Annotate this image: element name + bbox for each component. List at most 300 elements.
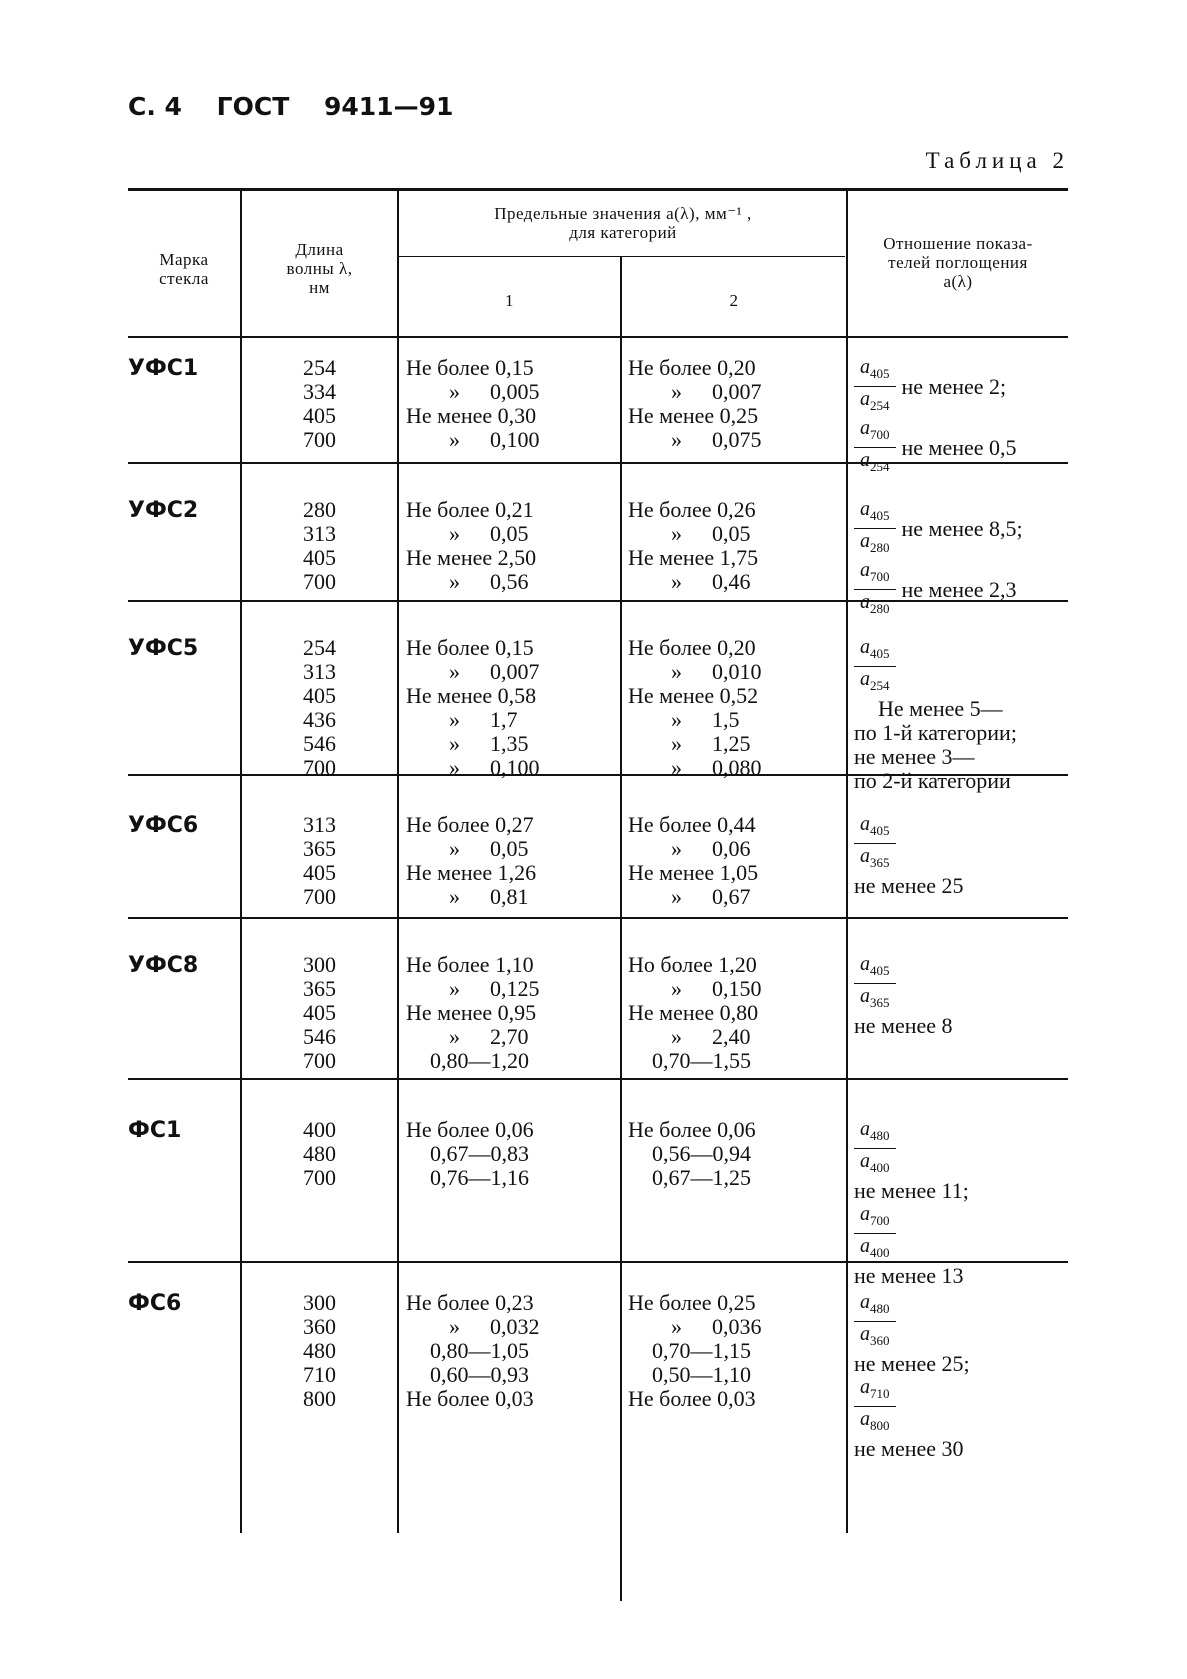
limit-text: Не менее 0,25 xyxy=(628,403,759,428)
wavelength-cell xyxy=(242,636,397,780)
absorption-ratio-fraction xyxy=(854,417,1068,478)
subscript-wavelength: 254 xyxy=(870,678,890,693)
fraction xyxy=(854,356,896,417)
limit-line xyxy=(406,570,616,594)
limit-value: 1,35 xyxy=(490,731,529,756)
limit-text: Не менее 0,58 xyxy=(406,683,537,708)
category-1-cell xyxy=(406,1118,616,1190)
limit-line xyxy=(628,1363,843,1387)
fraction xyxy=(854,559,896,620)
limit-text: Не менее 1,05 xyxy=(628,860,759,885)
absorption-ratio-fraction xyxy=(854,1376,1068,1437)
fraction xyxy=(854,953,896,1014)
limit-line xyxy=(628,885,843,909)
ratio-condition-text: по 1-й категории; xyxy=(854,720,1017,745)
wavelength-value: 300 xyxy=(303,1290,336,1315)
standard-label: ГОСТ xyxy=(216,92,290,121)
limit-line xyxy=(628,1315,843,1339)
glass-mark: УФС6 xyxy=(128,813,199,838)
fraction xyxy=(854,417,896,478)
limit-text: Не более 0,21 xyxy=(406,497,534,522)
limit-range: 0,80—1,20 xyxy=(430,1048,529,1073)
limit-text: Не более 0,15 xyxy=(406,355,534,380)
ratio-condition: не менее 2,3 xyxy=(901,576,1017,602)
limit-line xyxy=(406,1291,616,1315)
wavelength-value: 700 xyxy=(303,884,336,909)
limit-line xyxy=(628,708,843,732)
absorption-ratio-fraction xyxy=(854,953,1068,1014)
limit-line xyxy=(406,356,616,380)
limit-value: 0,67 xyxy=(712,884,751,909)
wavelength-cell xyxy=(242,356,397,452)
ditto-mark: » xyxy=(449,707,460,732)
limit-value: 0,125 xyxy=(490,976,540,1001)
limit-line xyxy=(628,813,843,837)
absorption-ratio-fraction xyxy=(854,1291,1068,1352)
fraction-numerator: $a_{480}$ xyxy=(854,1118,896,1149)
header-absorption-ratio: Отношение показа- телей поглощения a(λ) xyxy=(883,234,1033,291)
ratio-condition-text: не менее 8 xyxy=(854,1013,953,1038)
limit-line xyxy=(406,732,616,756)
ratio-condition-text: не менее 25 xyxy=(854,873,964,898)
ditto-mark: » xyxy=(671,731,682,756)
limit-range: 0,80—1,05 xyxy=(430,1338,529,1363)
limit-line xyxy=(628,1387,843,1411)
limit-line xyxy=(406,1025,616,1049)
limit-line xyxy=(406,1315,616,1339)
subscript-wavelength: 400 xyxy=(870,1160,890,1175)
limit-line xyxy=(628,953,843,977)
wavelength-value: 405 xyxy=(303,1000,336,1025)
wavelength-value: 365 xyxy=(303,836,336,861)
glass-mark: УФС2 xyxy=(128,498,199,523)
fraction-numerator: $a_{700}$ xyxy=(854,1203,896,1234)
fraction-denominator: $a_{365}$ xyxy=(860,845,890,870)
wavelength-value: 405 xyxy=(303,545,336,570)
category-1-cell xyxy=(406,813,616,909)
ditto-mark: » xyxy=(449,884,460,909)
limit-line xyxy=(628,1025,843,1049)
wavelength-value: 360 xyxy=(303,1314,336,1339)
fraction-numerator: $a_{405}$ xyxy=(854,813,896,844)
limit-text: Не более 0,06 xyxy=(406,1117,534,1142)
limit-line xyxy=(628,1049,843,1073)
limit-line xyxy=(628,356,843,380)
category-2-cell xyxy=(628,498,843,594)
category-2-cell xyxy=(628,813,843,909)
subscript-wavelength: 254 xyxy=(870,398,890,413)
ditto-mark: » xyxy=(671,884,682,909)
limit-value: 2,40 xyxy=(712,1024,751,1049)
subscript-wavelength: 400 xyxy=(870,1245,890,1260)
ratio-condition-text: не менее 11; xyxy=(854,1178,969,1203)
ditto-mark: » xyxy=(449,755,460,780)
limit-line xyxy=(406,885,616,909)
wavelength-value: 700 xyxy=(303,1165,336,1190)
fraction-denominator: $a_{360}$ xyxy=(860,1323,890,1348)
wavelength-value: 254 xyxy=(303,355,336,380)
limit-range: 0,70—1,55 xyxy=(652,1048,751,1073)
limit-line xyxy=(406,813,616,837)
header-limit-values: Предельные значения a(λ), мм⁻¹ , для категорий xyxy=(494,204,752,242)
fraction-numerator: $a_{405}$ xyxy=(854,636,896,667)
fraction-denominator: $a_{800}$ xyxy=(860,1408,890,1433)
limit-value: 0,010 xyxy=(712,659,762,684)
limit-text: Не менее 0,95 xyxy=(406,1000,537,1025)
subscript-wavelength: 405 xyxy=(870,823,890,838)
ditto-mark: » xyxy=(671,569,682,594)
ditto-mark: » xyxy=(449,521,460,546)
limit-line xyxy=(406,428,616,452)
subscript-wavelength: 405 xyxy=(870,963,890,978)
category-2-cell xyxy=(628,1291,843,1411)
limit-range: 0,56—0,94 xyxy=(652,1141,751,1166)
subscript-wavelength: 700 xyxy=(870,569,890,584)
limit-value: 0,46 xyxy=(712,569,751,594)
fraction-denominator: $a_{280}$ xyxy=(860,591,890,616)
ditto-mark: » xyxy=(671,976,682,1001)
limit-line xyxy=(628,756,843,780)
category-2-cell xyxy=(628,1118,843,1190)
limit-line xyxy=(406,953,616,977)
limit-text: Не более 1,10 xyxy=(406,952,534,977)
ratio-cell xyxy=(854,1291,1068,1461)
limit-line xyxy=(406,756,616,780)
subscript-wavelength: 365 xyxy=(870,855,890,870)
limit-line xyxy=(628,380,843,404)
limit-value: 0,036 xyxy=(712,1314,762,1339)
fraction-numerator: $a_{710}$ xyxy=(854,1376,896,1407)
fraction-denominator: $a_{365}$ xyxy=(860,985,890,1010)
wavelength-value: 365 xyxy=(303,976,336,1001)
ratio-cell xyxy=(854,953,1068,1038)
limit-text: Не более 0,25 xyxy=(628,1290,756,1315)
wavelength-value: 480 xyxy=(303,1338,336,1363)
limit-text: Не менее 1,26 xyxy=(406,860,537,885)
limit-line xyxy=(406,861,616,885)
fraction xyxy=(854,1203,896,1264)
limit-text: Не более 0,20 xyxy=(628,355,756,380)
absorption-ratio-fraction xyxy=(854,498,1068,559)
limit-line xyxy=(406,1001,616,1025)
table-top-rule xyxy=(128,188,1068,191)
limit-value: 0,05 xyxy=(490,836,529,861)
absorption-ratio-fraction xyxy=(854,1203,1068,1264)
ratio-condition-text: по 2-й категории xyxy=(854,768,1011,793)
subscript-wavelength: 405 xyxy=(870,508,890,523)
glass-mark: УФС5 xyxy=(128,636,199,661)
subscript-wavelength: 480 xyxy=(870,1128,890,1143)
ratio-condition: не менее 0,5 xyxy=(901,434,1017,460)
fraction xyxy=(854,813,896,874)
wavelength-value: 480 xyxy=(303,1141,336,1166)
limit-value: 0,032 xyxy=(490,1314,540,1339)
ditto-mark: » xyxy=(449,1024,460,1049)
ratio-condition-text: не менее 13 xyxy=(854,1263,964,1288)
wavelength-value: 700 xyxy=(303,755,336,780)
limit-range: 0,60—0,93 xyxy=(430,1362,529,1387)
limit-line xyxy=(628,1339,843,1363)
limit-value: 2,70 xyxy=(490,1024,529,1049)
category-2-cell xyxy=(628,953,843,1073)
absorption-ratio-fraction xyxy=(854,559,1068,620)
wavelength-value: 546 xyxy=(303,731,336,756)
fraction-numerator: $a_{700}$ xyxy=(854,559,896,590)
category-1-cell xyxy=(406,953,616,1073)
row-separator xyxy=(128,1078,1068,1080)
limit-value: 0,080 xyxy=(712,755,762,780)
ditto-mark: » xyxy=(449,1314,460,1339)
limit-value: 0,007 xyxy=(490,659,540,684)
wavelength-cell xyxy=(242,953,397,1073)
limit-value: 1,5 xyxy=(712,707,740,732)
ditto-mark: » xyxy=(671,521,682,546)
limit-value: 0,150 xyxy=(712,976,762,1001)
fraction-denominator: $a_{280}$ xyxy=(860,530,890,555)
subscript-wavelength: 710 xyxy=(870,1386,890,1401)
wavelength-value: 700 xyxy=(303,1048,336,1073)
limit-line xyxy=(406,1363,616,1387)
wavelength-value: 313 xyxy=(303,521,336,546)
wavelength-value: 400 xyxy=(303,1117,336,1142)
fraction-numerator: $a_{405}$ xyxy=(854,498,896,529)
limit-text: Не более 0,03 xyxy=(628,1386,756,1411)
subscript-wavelength: 405 xyxy=(870,366,890,381)
ratio-condition: не менее 2; xyxy=(901,373,1007,399)
wavelength-value: 405 xyxy=(303,683,336,708)
limit-value: 0,56 xyxy=(490,569,529,594)
limit-value: 0,100 xyxy=(490,427,540,452)
ditto-mark: » xyxy=(671,379,682,404)
subscript-wavelength: 480 xyxy=(870,1301,890,1316)
limit-line xyxy=(406,837,616,861)
limit-text: Не более 0,06 xyxy=(628,1117,756,1142)
limit-line xyxy=(406,1049,616,1073)
limit-range: 0,67—0,83 xyxy=(430,1141,529,1166)
limit-line xyxy=(628,1166,843,1190)
subscript-wavelength: 360 xyxy=(870,1333,890,1348)
limit-line xyxy=(628,522,843,546)
ditto-mark: » xyxy=(671,1314,682,1339)
row-separator xyxy=(128,917,1068,919)
glass-mark: УФС1 xyxy=(128,356,199,381)
wavelength-value: 300 xyxy=(303,952,336,977)
ditto-mark: » xyxy=(671,755,682,780)
limit-line xyxy=(406,684,616,708)
limit-text: Не более 0,15 xyxy=(406,635,534,660)
ratio-cell xyxy=(854,813,1068,898)
ratio-cell xyxy=(854,356,1068,478)
fraction-numerator: $a_{700}$ xyxy=(854,417,896,448)
fraction xyxy=(854,1291,896,1352)
fraction xyxy=(854,498,896,559)
limit-line xyxy=(628,660,843,684)
limit-value: 0,81 xyxy=(490,884,529,909)
wavelength-cell xyxy=(242,1118,397,1190)
category-1-cell xyxy=(406,356,616,452)
limit-text: Но более 1,20 xyxy=(628,952,757,977)
ditto-mark: » xyxy=(671,427,682,452)
limit-line xyxy=(628,732,843,756)
wavelength-value: 710 xyxy=(303,1362,336,1387)
limit-line xyxy=(406,1118,616,1142)
limit-text: Не более 0,26 xyxy=(628,497,756,522)
table-caption: Таблица 2 xyxy=(925,148,1069,173)
ratio-condition-text: Не менее 5— xyxy=(878,696,1003,721)
limit-line xyxy=(406,546,616,570)
absorption-ratio-fraction xyxy=(854,636,1068,697)
limit-value: 1,25 xyxy=(712,731,751,756)
limit-value: 0,05 xyxy=(490,521,529,546)
standard-number: 9411—91 xyxy=(323,92,454,121)
limit-line xyxy=(628,546,843,570)
limit-text: Не более 0,23 xyxy=(406,1290,534,1315)
ratio-condition: не менее 8,5; xyxy=(901,515,1023,541)
limit-text: Не более 0,27 xyxy=(406,812,534,837)
limit-value: 0,005 xyxy=(490,379,540,404)
limit-text: Не менее 2,50 xyxy=(406,545,537,570)
category-1-cell xyxy=(406,636,616,780)
subscript-wavelength: 365 xyxy=(870,995,890,1010)
limit-line xyxy=(406,977,616,1001)
absorption-ratio-fraction xyxy=(854,1118,1068,1179)
ratio-condition-text: не менее 3— xyxy=(854,744,975,769)
limit-text: Не менее 0,30 xyxy=(406,403,537,428)
category-1-cell xyxy=(406,1291,616,1411)
limit-value: 0,100 xyxy=(490,755,540,780)
ratio-condition-text: не менее 25; xyxy=(854,1351,970,1376)
ditto-mark: » xyxy=(449,427,460,452)
limit-text: Не менее 1,75 xyxy=(628,545,759,570)
header-category-2: 2 xyxy=(729,291,739,310)
limit-line xyxy=(628,570,843,594)
limit-range: 0,50—1,10 xyxy=(652,1362,751,1387)
limit-text: Не более 0,44 xyxy=(628,812,756,837)
ratio-cell xyxy=(854,636,1068,793)
page-header xyxy=(128,92,479,121)
limit-line xyxy=(406,1142,616,1166)
limit-text: Не более 0,03 xyxy=(406,1386,534,1411)
fraction-denominator: $a_{400}$ xyxy=(860,1150,890,1175)
limit-line xyxy=(628,1001,843,1025)
fraction-denominator: $a_{254}$ xyxy=(860,449,890,474)
fraction-numerator: $a_{480}$ xyxy=(854,1291,896,1322)
limit-value: 0,007 xyxy=(712,379,762,404)
ditto-mark: » xyxy=(671,1024,682,1049)
ditto-mark: » xyxy=(449,379,460,404)
limit-value: 0,075 xyxy=(712,427,762,452)
subscript-wavelength: 800 xyxy=(870,1418,890,1433)
subscript-wavelength: 280 xyxy=(870,540,890,555)
fraction xyxy=(854,636,896,697)
fraction-numerator: $a_{405}$ xyxy=(854,953,896,984)
ditto-mark: » xyxy=(449,731,460,756)
fraction xyxy=(854,1118,896,1179)
subscript-wavelength: 280 xyxy=(870,601,890,616)
wavelength-value: 700 xyxy=(303,569,336,594)
ratio-condition-text: не менее 30 xyxy=(854,1436,964,1461)
header-category-1: 1 xyxy=(505,291,514,310)
limit-value: 1,7 xyxy=(490,707,518,732)
limit-line xyxy=(628,1142,843,1166)
subscript-wavelength: 254 xyxy=(870,459,890,474)
wavelength-cell xyxy=(242,498,397,594)
limit-range: 0,70—1,15 xyxy=(652,1338,751,1363)
limit-text: Не менее 0,52 xyxy=(628,683,759,708)
fraction-numerator: $a_{405}$ xyxy=(854,356,896,387)
fraction xyxy=(854,1376,896,1437)
category-2-cell xyxy=(628,636,843,780)
limit-line xyxy=(406,404,616,428)
limit-line xyxy=(406,660,616,684)
subscript-wavelength: 700 xyxy=(870,1213,890,1228)
limit-line xyxy=(628,636,843,660)
category-1-cell xyxy=(406,498,616,594)
limit-line xyxy=(628,977,843,1001)
limit-line xyxy=(628,837,843,861)
ditto-mark: » xyxy=(449,836,460,861)
ratio-cell xyxy=(854,498,1068,620)
limit-line xyxy=(628,861,843,885)
fraction-denominator: $a_{254}$ xyxy=(860,388,890,413)
limit-line xyxy=(628,498,843,522)
absorption-ratio-fraction xyxy=(854,813,1068,874)
column-divider xyxy=(846,188,848,1533)
limit-line xyxy=(628,684,843,708)
limit-value: 0,06 xyxy=(712,836,751,861)
ditto-mark: » xyxy=(671,707,682,732)
wavelength-value: 800 xyxy=(303,1386,336,1411)
limit-line xyxy=(406,522,616,546)
absorption-ratio-fraction xyxy=(854,356,1068,417)
glass-mark: ФС1 xyxy=(128,1118,182,1143)
subscript-wavelength: 700 xyxy=(870,427,890,442)
column-divider xyxy=(620,256,622,1601)
wavelength-value: 405 xyxy=(303,403,336,428)
fraction-denominator: $a_{400}$ xyxy=(860,1235,890,1260)
wavelength-value: 280 xyxy=(303,497,336,522)
limit-line xyxy=(406,380,616,404)
wavelength-value: 436 xyxy=(303,707,336,732)
limit-text: Не более 0,20 xyxy=(628,635,756,660)
limit-line xyxy=(406,1339,616,1363)
wavelength-value: 313 xyxy=(303,812,336,837)
wavelength-cell xyxy=(242,1291,397,1411)
limit-line xyxy=(406,708,616,732)
limit-line xyxy=(406,636,616,660)
limit-line xyxy=(628,404,843,428)
wavelength-cell xyxy=(242,813,397,909)
glass-mark: УФС8 xyxy=(128,953,199,978)
limit-value: 0,05 xyxy=(712,521,751,546)
ditto-mark: » xyxy=(671,659,682,684)
ratio-cell xyxy=(854,1118,1068,1288)
limit-line xyxy=(628,1118,843,1142)
ditto-mark: » xyxy=(671,836,682,861)
limit-text: Не менее 0,80 xyxy=(628,1000,759,1025)
header-wavelength: Длина волны λ, нм xyxy=(286,240,353,297)
ditto-mark: » xyxy=(449,569,460,594)
subscript-wavelength: 405 xyxy=(870,646,890,661)
wavelength-value: 546 xyxy=(303,1024,336,1049)
limit-line xyxy=(628,1291,843,1315)
glass-mark: ФС6 xyxy=(128,1291,182,1316)
page-number: С. 4 xyxy=(128,92,182,121)
wavelength-value: 254 xyxy=(303,635,336,660)
limit-line xyxy=(406,1387,616,1411)
limit-line xyxy=(406,1166,616,1190)
limit-line xyxy=(406,498,616,522)
